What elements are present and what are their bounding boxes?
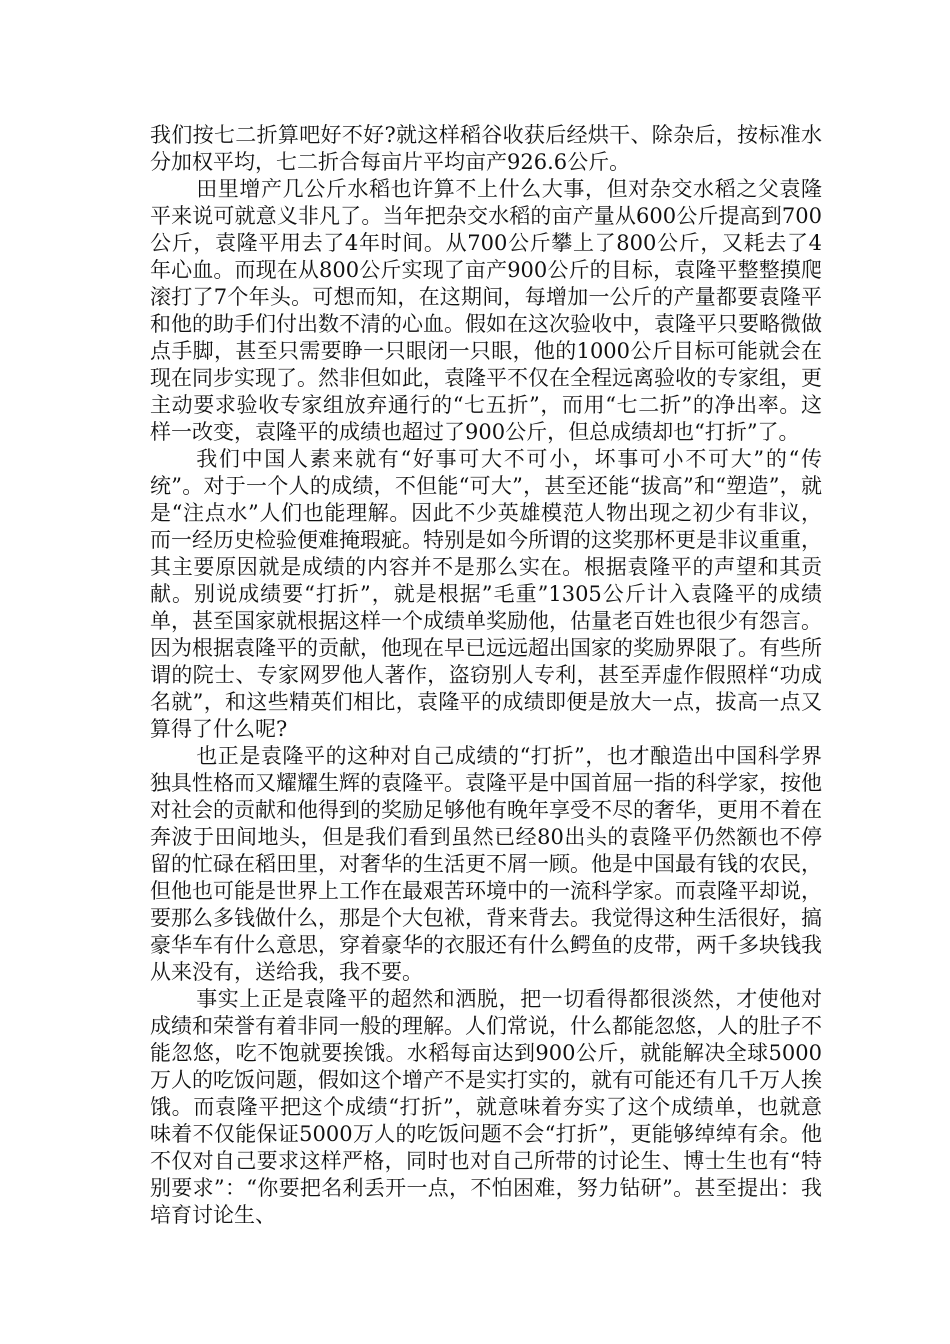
paragraph-3: 我们中国人素来就有“好事可大不可小，坏事可小不可大”的“传统”。对于一个人的成绩，不但能“可大”，甚至还能“拔高”和“塑造”，就是“注点水”人们也能理解。因此不少英雄模范人物出现之初少有非议，而一经历史检验便难掩瑕疵。特别是如今所谓的这奖那杯更是非议重重，其主要原因就是成绩的内容并不是那么实在。根据袁隆平的声望和其贡献。别说成绩要“打折”，就是根据”毛重”1305公斤计入袁隆平的成绩单，甚至国家就根据这样一个成绩单奖励他，估量老百姓也很少有怨言。因为根据袁隆平的贡献，他现在早已远远超出国家的奖励界限了。有些所谓的院士、专家网罗他人著作，盗窃别人专利，甚至弄虚作假照样“功成名就”，和这些精英们相比，袁隆平的成绩即便是放大一点，拔高一点又算得了什么呢? xyxy=(150,447,822,741)
paragraph-1: 我们按七二折算吧好不好?就这样稻谷收获后经烘干、除杂后，按标准水分加权平均，七二折合每亩片平均亩产926.6公斤。 xyxy=(150,123,822,174)
paragraph-5: 事实上正是袁隆平的超然和洒脱，把一切看得都很淡然，才使他对成绩和荣誉有着非同一般的理解。人们常说，什么都能忽悠，人的肚子不能忽悠，吃不饱就要挨饿。水稻每亩达到900公斤，就能解决全球5000万人的吃饭问题，假如这个增产不是实打实的，就有可能还有几千万人挨饿。而袁隆平把这个成绩“打折”，就意味着夯实了这个成绩单，也就意味着不仅能保证5000万人的吃饭问题不会“打折”，更能够绰绰有余。他不仅对自己要求这样严格，同时也对自己所带的讨论生、博士生也有“特别要求”：“你要把名利丢开一点，不怕困难，努力钻研”。甚至提出：我培育讨论生、 xyxy=(150,987,822,1227)
paragraph-4: 也正是袁隆平的这种对自己成绩的“打折”，也才酿造出中国科学界独具性格而又耀耀生辉的袁隆平。袁隆平是中国首屈一指的科学家，按他对社会的贡献和他得到的奖励足够他有晚年享受不尽的奢华，更用不着在奔波于田间地头，但是我们看到虽然已经80出头的袁隆平仍然额也不停留的忙碌在稻田里，对奢华的生活更不屑一顾。他是中国最有钱的农民，但他也可能是世界上工作在最艰苦环境中的一流科学家。而袁隆平却说，要那么多钱做什么，那是个大包袱，背来背去。我觉得这种生活很好，搞豪华车有什么意思，穿着豪华的衣服还有什么鳄鱼的皮带，两千多块钱我从来没有，送给我，我不要。 xyxy=(150,744,822,984)
paragraph-2: 田里增产几公斤水稻也许算不上什么大事，但对杂交水稻之父袁隆平来说可就意义非凡了。当年把杂交水稻的亩产量从600公斤提高到700公斤，袁隆平用去了4年时间。从700公斤攀上了800公斤，又耗去了4年心血。而现在从800公斤实现了亩产900公斤的目标，袁隆平整整摸爬滚打了7个年头。可想而知，在这期间，每增加一公斤的产量都要袁隆平和他的助手们付出数不清的心血。假如在这次验收中，袁隆平只要略微做点手脚，甚至只需要睁一只眼闭一只眼，他的1000公斤目标可能就会在现在同步实现了。然非但如此，袁隆平不仅在全程远离验收的专家组，更主动要求验收专家组放弃通行的“七五折”，而用“七二折”的净出率。这样一改变，袁隆平的成绩也超过了900公斤，但总成绩却也“打折”了。 xyxy=(150,177,822,444)
article-body xyxy=(150,122,822,1229)
